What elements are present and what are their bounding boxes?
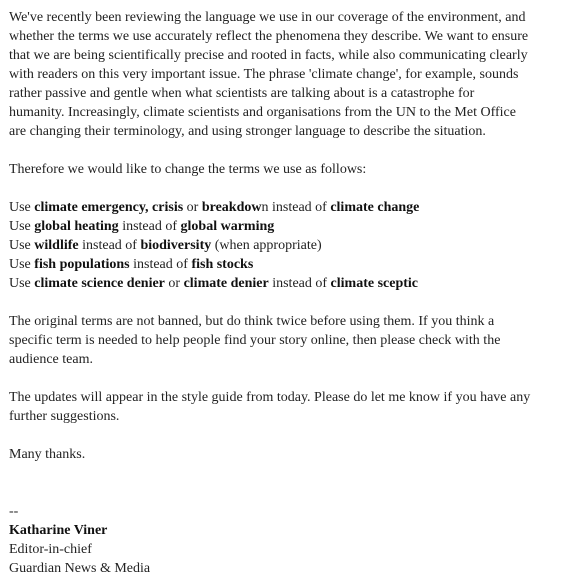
terms-list (9, 198, 554, 293)
paragraph-spacer (9, 141, 554, 160)
intro-line: whether the terms we use accurately reflect the phenomena they describe. We want to ensure (9, 29, 529, 44)
term-use-word: Use (9, 219, 35, 234)
body-line: specific term is needed to help people find your story online, then please check with the (9, 333, 501, 348)
body-line: The original terms are not banned, but do think twice before using them. If you think a (9, 314, 495, 329)
intro-line: humanity. Increasingly, climate scientists and organisations from the UN to the Met Office (9, 105, 516, 120)
paragraph-spacer (9, 464, 554, 483)
term-new: wildlife (34, 238, 79, 253)
signature-title: Editor-in-chief (9, 542, 92, 557)
closing-text: Many thanks. (9, 447, 86, 462)
term-old: climate change (330, 200, 420, 215)
paragraph-spacer (9, 293, 554, 312)
intro-line: with readers on this very important issue. The phrase 'climate change', for example, sounds (9, 67, 519, 82)
intro-line: rather passive and gentle when what scientists are talking about is a catastrophe for (9, 86, 475, 101)
term-row (9, 274, 554, 293)
signature-organization: Guardian News & Media (9, 561, 151, 576)
intro-line: We've recently been reviewing the language we use in our coverage of the environment, and (9, 10, 526, 25)
term-old: global warming (180, 219, 275, 234)
term-instead-of: n instead of (261, 200, 331, 215)
term-row (9, 217, 554, 236)
intro-line: that we are being scientifically precise and rooted in facts, while also communicating clearly (9, 48, 528, 63)
term-old: biodiversity (140, 238, 212, 253)
signature-separator: -- (9, 504, 19, 519)
term-new: global heating (34, 219, 119, 234)
term-instead-of: instead of (129, 257, 192, 272)
body-line: further suggestions. (9, 409, 120, 424)
term-row (9, 236, 554, 255)
term-new-alt: climate denier (183, 276, 269, 291)
intro-line: are changing their terminology, and using stronger language to describe the situation. (9, 124, 486, 139)
term-or: or (164, 276, 184, 291)
paragraph-spacer (9, 179, 554, 198)
term-use-word: Use (9, 276, 35, 291)
signature-name: Katharine Viner (9, 523, 108, 538)
term-old: fish stocks (191, 257, 254, 272)
term-or: or (183, 200, 202, 215)
term-new-alt: breakdow (201, 200, 262, 215)
paragraph-spacer (9, 426, 554, 445)
term-instead-of: instead of (78, 238, 141, 253)
body-line: The updates will appear in the style guide from today. Please do let me know if you have any (9, 390, 531, 405)
lead-in-text: Therefore we would like to change the terms we use as follows: (9, 162, 367, 177)
term-instead-of: instead of (268, 276, 331, 291)
term-use-word: Use (9, 200, 35, 215)
updates-paragraph (9, 388, 554, 426)
body-line: audience team. (9, 352, 93, 367)
term-use-word: Use (9, 238, 35, 253)
term-use-word: Use (9, 257, 35, 272)
term-old: climate sceptic (330, 276, 419, 291)
term-instead-of: instead of (118, 219, 181, 234)
term-new: climate science denier (34, 276, 165, 291)
paragraph-spacer (9, 369, 554, 388)
term-row (9, 198, 554, 217)
term-note: (when appropriate) (211, 238, 322, 253)
term-row (9, 255, 554, 274)
term-new: fish populations (34, 257, 130, 272)
not-banned-paragraph (9, 312, 554, 369)
term-new: climate emergency, crisis (34, 200, 184, 215)
intro-paragraph (9, 8, 554, 141)
